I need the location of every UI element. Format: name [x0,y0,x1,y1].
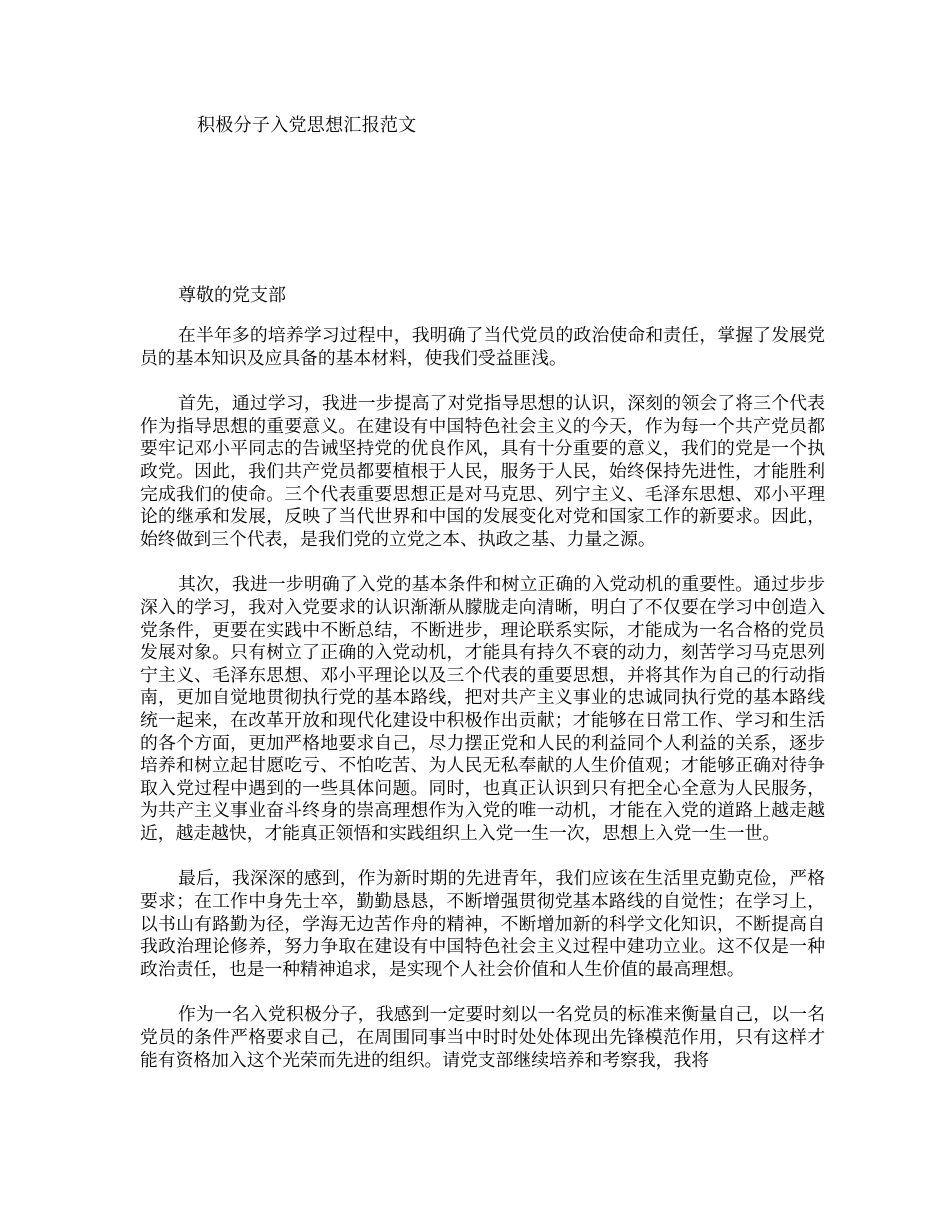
paragraph-1: 在半年多的培养学习过程中，我明确了当代党员的政治使命和责任，掌握了发展党员的基本知识及应具备的基本材料，使我们受益匪浅。 [140,325,825,369]
paragraph-3: 其次，我进一步明确了入党的基本条件和树立正确的入党动机的重要性。通过步步深入的学习，我对入党要求的认识渐渐从朦胧走向清晰，明白了不仅要在学习中创造入党条件，更要在实践中不断总结，不断进步，理论联系实际，才能成为一名合格的党员发展对象。只有树立了正确的入党动机，才能具有持久不衰的动力，刻苦学习马克思列宁主义、毛泽东思想、邓小平理论以及三个代表的重要思想，并将其作为自己的行动指南，更加自觉地贯彻执行党的基本路线，把对共产主义事业的忠诚同执行党的基本路线统一起来，在改革开放和现代化建设中积极作出贡献；才能够在日常工作、学习和生活的各个方面，更加严格地要求自己，尽力摆正党和人民的利益同个人利益的关系，逐步培养和树立起甘愿吃亏、不怕吃苦、为人民无私奉献的人生价值观；才能够正确对待争取入党过程中遇到的一些具体问题。同时，也真正认识到只有把全心全意为人民服务，为共产主义事业奋斗终身的崇高理想作为入党的唯一动机，才能在入党的道路上越走越近，越走越快，才能真正领悟和实践组织上入党一生一次，思想上入党一生一世。 [140,574,825,844]
document-body [140,325,825,1095]
paragraph-5: 作为一名入党积极分子，我感到一定要时刻以一名党员的标准来衡量自己，以一名党员的条件严格要求自己，在周围同事当中时时处处体现出先锋模范作用，只有这样才能有资格加入这个光荣而先进的组织。请党支部继续培养和考察我，我将 [140,1004,825,1071]
document-title: 积极分子入党思想汇报范文 [197,115,417,136]
paragraph-2: 首先，通过学习，我进一步提高了对党指导思想的认识，深刻的领会了将三个代表作为指导思想的重要意义。在建设有中国特色社会主义的今天，作为每一个共产党员都要牢记邓小平同志的告诫坚持党的优良作风，具有十分重要的意义，我们的党是一个执政党。因此，我们共产党员都要植根于人民，服务于人民，始终保持先进性，才能胜利完成我们的使命。三个代表重要思想正是对马克思、列宁主义、毛泽东思想、邓小平理论的继承和发展，反映了当代世界和中国的发展变化对党和国家工作的新要求。因此，始终做到三个代表，是我们党的立党之本、执政之基、力量之源。 [140,393,825,550]
paragraph-4: 最后，我深深的感到，作为新时期的先进青年，我们应该在生活里克勤克俭，严格要求；在工作中身先士卒，勤勤恳恳，不断增强贯彻党基本路线的自觉性；在学习上，以书山有路勤为径，学海无边苦作舟的精神，不断增加新的科学文化知识，不断提高自我政治理论修养，努力争取在建设有中国特色社会主义过程中建功立业。这不仅是一种政治责任，也是一种精神追求，是实现个人社会价值和人生价值的最高理想。 [140,868,825,980]
salutation: 尊敬的党支部 [178,285,286,306]
